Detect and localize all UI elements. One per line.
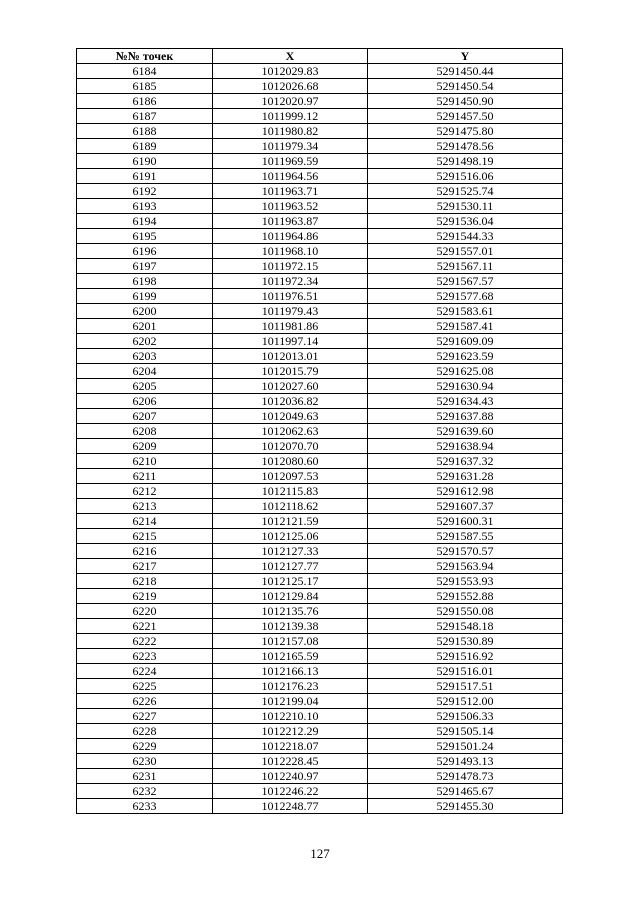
- x-coordinate-cell: 1012036.82: [213, 394, 368, 409]
- point-number-cell: 6228: [77, 724, 213, 739]
- x-coordinate-cell: 1012013.01: [213, 349, 368, 364]
- table-row: [77, 139, 563, 154]
- x-coordinate-cell: 1012118.62: [213, 499, 368, 514]
- y-coordinate-cell: 5291450.90: [368, 94, 563, 109]
- x-coordinate-cell: 1012080.60: [213, 454, 368, 469]
- y-coordinate-cell: 5291501.24: [368, 739, 563, 754]
- point-number-cell: 6232: [77, 784, 213, 799]
- y-coordinate-cell: 5291525.74: [368, 184, 563, 199]
- point-number-cell: 6224: [77, 664, 213, 679]
- table-row: [77, 274, 563, 289]
- y-coordinate-cell: 5291623.59: [368, 349, 563, 364]
- point-number-cell: 6229: [77, 739, 213, 754]
- point-number-cell: 6193: [77, 199, 213, 214]
- table-row: [77, 739, 563, 754]
- point-number-cell: 6214: [77, 514, 213, 529]
- point-number-cell: 6188: [77, 124, 213, 139]
- header-point-number: №№ точек: [77, 49, 213, 64]
- table-row: [77, 799, 563, 814]
- y-coordinate-cell: 5291587.55: [368, 529, 563, 544]
- table-row: [77, 154, 563, 169]
- x-coordinate-cell: 1011963.52: [213, 199, 368, 214]
- point-number-cell: 6216: [77, 544, 213, 559]
- x-coordinate-cell: 1012115.83: [213, 484, 368, 499]
- table-row: [77, 289, 563, 304]
- y-coordinate-cell: 5291516.06: [368, 169, 563, 184]
- y-coordinate-cell: 5291544.33: [368, 229, 563, 244]
- y-coordinate-cell: 5291631.28: [368, 469, 563, 484]
- y-coordinate-cell: 5291567.11: [368, 259, 563, 274]
- table-row: [77, 634, 563, 649]
- x-coordinate-cell: 1011981.86: [213, 319, 368, 334]
- table-row: [77, 244, 563, 259]
- x-coordinate-cell: 1012157.08: [213, 634, 368, 649]
- y-coordinate-cell: 5291498.19: [368, 154, 563, 169]
- point-number-cell: 6184: [77, 64, 213, 79]
- header-row: [77, 49, 563, 64]
- table-row: [77, 214, 563, 229]
- point-number-cell: 6218: [77, 574, 213, 589]
- x-coordinate-cell: 1012026.68: [213, 79, 368, 94]
- x-coordinate-cell: 1012228.45: [213, 754, 368, 769]
- x-coordinate-cell: 1012240.97: [213, 769, 368, 784]
- table-row: [77, 364, 563, 379]
- point-number-cell: 6230: [77, 754, 213, 769]
- y-coordinate-cell: 5291450.54: [368, 79, 563, 94]
- point-number-cell: 6202: [77, 334, 213, 349]
- table-row: [77, 589, 563, 604]
- x-coordinate-cell: 1011972.15: [213, 259, 368, 274]
- y-coordinate-cell: 5291553.93: [368, 574, 563, 589]
- x-coordinate-cell: 1011997.14: [213, 334, 368, 349]
- table-row: [77, 754, 563, 769]
- x-coordinate-cell: 1012015.79: [213, 364, 368, 379]
- y-coordinate-cell: 5291457.50: [368, 109, 563, 124]
- y-coordinate-cell: 5291506.33: [368, 709, 563, 724]
- table-body: [77, 64, 563, 814]
- x-coordinate-cell: 1012121.59: [213, 514, 368, 529]
- y-coordinate-cell: 5291563.94: [368, 559, 563, 574]
- point-number-cell: 6223: [77, 649, 213, 664]
- point-number-cell: 6185: [77, 79, 213, 94]
- x-coordinate-cell: 1011972.34: [213, 274, 368, 289]
- table-row: [77, 79, 563, 94]
- y-coordinate-cell: 5291637.32: [368, 454, 563, 469]
- x-coordinate-cell: 1011969.59: [213, 154, 368, 169]
- y-coordinate-cell: 5291516.92: [368, 649, 563, 664]
- table-row: [77, 94, 563, 109]
- x-coordinate-cell: 1012218.07: [213, 739, 368, 754]
- table-row: [77, 454, 563, 469]
- table-row: [77, 169, 563, 184]
- table-row: [77, 64, 563, 79]
- point-number-cell: 6209: [77, 439, 213, 454]
- y-coordinate-cell: 5291450.44: [368, 64, 563, 79]
- x-coordinate-cell: 1012212.29: [213, 724, 368, 739]
- y-coordinate-cell: 5291550.08: [368, 604, 563, 619]
- x-coordinate-cell: 1012199.04: [213, 694, 368, 709]
- y-coordinate-cell: 5291516.01: [368, 664, 563, 679]
- x-coordinate-cell: 1012176.23: [213, 679, 368, 694]
- x-coordinate-cell: 1012248.77: [213, 799, 368, 814]
- point-number-cell: 6231: [77, 769, 213, 784]
- y-coordinate-cell: 5291609.09: [368, 334, 563, 349]
- y-coordinate-cell: 5291570.57: [368, 544, 563, 559]
- header-y: Y: [368, 49, 563, 64]
- table-row: [77, 499, 563, 514]
- table-row: [77, 544, 563, 559]
- table-row: [77, 394, 563, 409]
- point-number-cell: 6210: [77, 454, 213, 469]
- point-number-cell: 6211: [77, 469, 213, 484]
- table-row: [77, 469, 563, 484]
- table-row: [77, 379, 563, 394]
- y-coordinate-cell: 5291639.60: [368, 424, 563, 439]
- x-coordinate-cell: 1011979.43: [213, 304, 368, 319]
- x-coordinate-cell: 1011999.12: [213, 109, 368, 124]
- table-row: [77, 529, 563, 544]
- table-row: [77, 484, 563, 499]
- table-row: [77, 319, 563, 334]
- table-row: [77, 304, 563, 319]
- point-number-cell: 6191: [77, 169, 213, 184]
- x-coordinate-cell: 1012129.84: [213, 589, 368, 604]
- x-coordinate-cell: 1011963.71: [213, 184, 368, 199]
- table-row: [77, 334, 563, 349]
- point-number-cell: 6212: [77, 484, 213, 499]
- y-coordinate-cell: 5291517.51: [368, 679, 563, 694]
- x-coordinate-cell: 1012127.33: [213, 544, 368, 559]
- table-row: [77, 619, 563, 634]
- point-number-cell: 6198: [77, 274, 213, 289]
- point-number-cell: 6192: [77, 184, 213, 199]
- coordinates-table: [76, 48, 563, 814]
- point-number-cell: 6195: [77, 229, 213, 244]
- y-coordinate-cell: 5291583.61: [368, 304, 563, 319]
- y-coordinate-cell: 5291478.73: [368, 769, 563, 784]
- table-row: [77, 709, 563, 724]
- y-coordinate-cell: 5291607.37: [368, 499, 563, 514]
- table-row: [77, 439, 563, 454]
- x-coordinate-cell: 1012070.70: [213, 439, 368, 454]
- point-number-cell: 6203: [77, 349, 213, 364]
- point-number-cell: 6197: [77, 259, 213, 274]
- point-number-cell: 6225: [77, 679, 213, 694]
- y-coordinate-cell: 5291557.01: [368, 244, 563, 259]
- y-coordinate-cell: 5291530.89: [368, 634, 563, 649]
- y-coordinate-cell: 5291634.43: [368, 394, 563, 409]
- table-row: [77, 514, 563, 529]
- point-number-cell: 6189: [77, 139, 213, 154]
- table-row: [77, 109, 563, 124]
- y-coordinate-cell: 5291465.67: [368, 784, 563, 799]
- x-coordinate-cell: 1012049.63: [213, 409, 368, 424]
- table-row: [77, 424, 563, 439]
- x-coordinate-cell: 1012135.76: [213, 604, 368, 619]
- x-coordinate-cell: 1011964.56: [213, 169, 368, 184]
- point-number-cell: 6190: [77, 154, 213, 169]
- point-number-cell: 6194: [77, 214, 213, 229]
- table-row: [77, 604, 563, 619]
- x-coordinate-cell: 1011968.10: [213, 244, 368, 259]
- point-number-cell: 6222: [77, 634, 213, 649]
- header-x: X: [213, 49, 368, 64]
- y-coordinate-cell: 5291630.94: [368, 379, 563, 394]
- x-coordinate-cell: 1012029.83: [213, 64, 368, 79]
- point-number-cell: 6186: [77, 94, 213, 109]
- table-row: [77, 679, 563, 694]
- table-row: [77, 769, 563, 784]
- point-number-cell: 6201: [77, 319, 213, 334]
- y-coordinate-cell: 5291455.30: [368, 799, 563, 814]
- point-number-cell: 6200: [77, 304, 213, 319]
- y-coordinate-cell: 5291493.13: [368, 754, 563, 769]
- table-row: [77, 574, 563, 589]
- y-coordinate-cell: 5291478.56: [368, 139, 563, 154]
- y-coordinate-cell: 5291625.08: [368, 364, 563, 379]
- table-row: [77, 694, 563, 709]
- point-number-cell: 6227: [77, 709, 213, 724]
- table-header: [77, 49, 563, 64]
- x-coordinate-cell: 1012166.13: [213, 664, 368, 679]
- y-coordinate-cell: 5291536.04: [368, 214, 563, 229]
- x-coordinate-cell: 1012210.10: [213, 709, 368, 724]
- y-coordinate-cell: 5291638.94: [368, 439, 563, 454]
- y-coordinate-cell: 5291530.11: [368, 199, 563, 214]
- x-coordinate-cell: 1011964.86: [213, 229, 368, 244]
- point-number-cell: 6187: [77, 109, 213, 124]
- y-coordinate-cell: 5291512.00: [368, 694, 563, 709]
- x-coordinate-cell: 1012127.77: [213, 559, 368, 574]
- y-coordinate-cell: 5291548.18: [368, 619, 563, 634]
- x-coordinate-cell: 1012165.59: [213, 649, 368, 664]
- y-coordinate-cell: 5291577.68: [368, 289, 563, 304]
- table-row: [77, 784, 563, 799]
- table-row: [77, 259, 563, 274]
- table-row: [77, 229, 563, 244]
- x-coordinate-cell: 1012125.17: [213, 574, 368, 589]
- y-coordinate-cell: 5291612.98: [368, 484, 563, 499]
- point-number-cell: 6226: [77, 694, 213, 709]
- point-number-cell: 6213: [77, 499, 213, 514]
- point-number-cell: 6208: [77, 424, 213, 439]
- page-number: 127: [310, 846, 330, 861]
- point-number-cell: 6205: [77, 379, 213, 394]
- table-row: [77, 724, 563, 739]
- x-coordinate-cell: 1011980.82: [213, 124, 368, 139]
- x-coordinate-cell: 1011979.34: [213, 139, 368, 154]
- table-row: [77, 649, 563, 664]
- point-number-cell: 6221: [77, 619, 213, 634]
- y-coordinate-cell: 5291552.88: [368, 589, 563, 604]
- table-row: [77, 664, 563, 679]
- point-number-cell: 6219: [77, 589, 213, 604]
- table-row: [77, 199, 563, 214]
- point-number-cell: 6217: [77, 559, 213, 574]
- table-row: [77, 184, 563, 199]
- x-coordinate-cell: 1011963.87: [213, 214, 368, 229]
- point-number-cell: 6199: [77, 289, 213, 304]
- x-coordinate-cell: 1012139.38: [213, 619, 368, 634]
- y-coordinate-cell: 5291637.88: [368, 409, 563, 424]
- x-coordinate-cell: 1012062.63: [213, 424, 368, 439]
- point-number-cell: 6206: [77, 394, 213, 409]
- point-number-cell: 6233: [77, 799, 213, 814]
- x-coordinate-cell: 1011976.51: [213, 289, 368, 304]
- table-row: [77, 559, 563, 574]
- table-row: [77, 409, 563, 424]
- x-coordinate-cell: 1012097.53: [213, 469, 368, 484]
- y-coordinate-cell: 5291600.31: [368, 514, 563, 529]
- point-number-cell: 6220: [77, 604, 213, 619]
- x-coordinate-cell: 1012020.97: [213, 94, 368, 109]
- y-coordinate-cell: 5291505.14: [368, 724, 563, 739]
- y-coordinate-cell: 5291567.57: [368, 274, 563, 289]
- x-coordinate-cell: 1012246.22: [213, 784, 368, 799]
- x-coordinate-cell: 1012027.60: [213, 379, 368, 394]
- table-row: [77, 349, 563, 364]
- point-number-cell: 6215: [77, 529, 213, 544]
- x-coordinate-cell: 1012125.06: [213, 529, 368, 544]
- table-row: [77, 124, 563, 139]
- point-number-cell: 6204: [77, 364, 213, 379]
- y-coordinate-cell: 5291475.80: [368, 124, 563, 139]
- point-number-cell: 6196: [77, 244, 213, 259]
- y-coordinate-cell: 5291587.41: [368, 319, 563, 334]
- point-number-cell: 6207: [77, 409, 213, 424]
